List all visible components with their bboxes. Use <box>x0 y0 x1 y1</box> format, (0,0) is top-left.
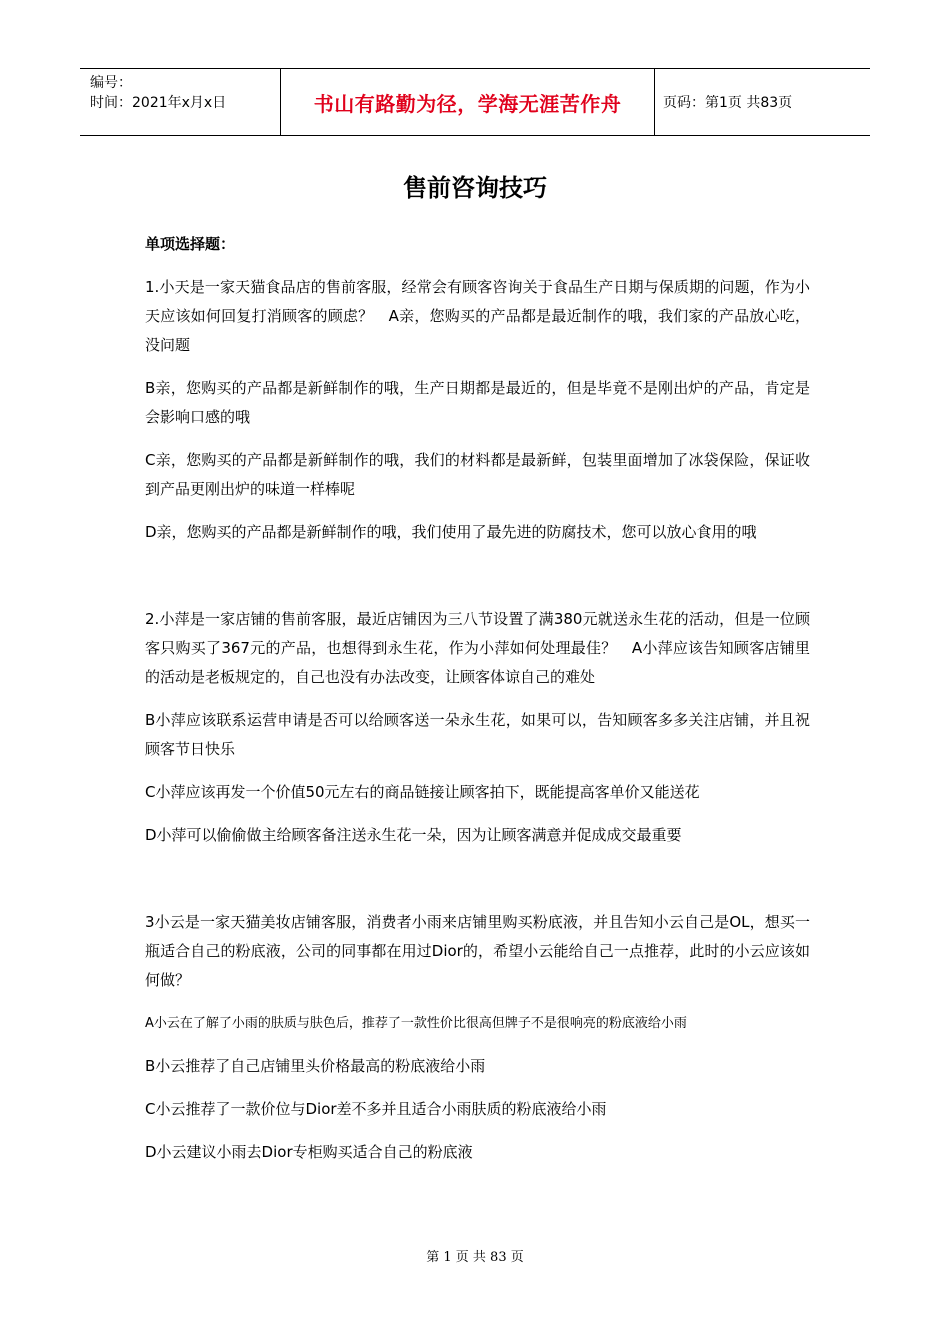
option-d: D亲，您购买的产品都是新鲜制作的哦，我们使用了最先进的防腐技术，您可以放心食用的哦 <box>145 523 757 541</box>
document-body <box>145 230 810 1181</box>
date-label: 时间：2021年x月x日 <box>90 95 227 111</box>
spacer <box>145 864 810 908</box>
option-d: D小云建议小雨去Dior专柜购买适合自己的粉底液 <box>145 1143 473 1161</box>
option-c: C小云推荐了一款价位与Dior差不多并且适合小雨肤质的粉底液给小雨 <box>145 1100 607 1118</box>
number-label: 编号： <box>90 75 132 91</box>
header-table <box>80 68 870 136</box>
document-title: 售前咨询技巧 <box>403 173 547 202</box>
option-b: B小云推荐了自己店铺里头价格最高的粉底液给小雨 <box>145 1057 486 1075</box>
section-label: 单项选择题： <box>145 235 236 253</box>
question-text: 2.小萍是一家店铺的售前客服，最近店铺因为三八节设置了满380元就送永生花的活动，但是一位顾客只购买了367元的产品，也想得到永生花，作为小萍如何处理最佳？ A小萍应该告知顾客店铺里的活动是老板规定的，自己也没有办法改变，让顾客体谅自己的难处 <box>145 610 810 686</box>
header-motto: 书山有路勤为径，学海无涯苦作舟 <box>281 69 655 135</box>
question-2 <box>145 605 810 850</box>
option-b: B亲，您购买的产品都是新鲜制作的哦，生产日期都是最近的，但是毕竟不是刚出炉的产品，肯定是会影响口感的哦 <box>145 379 810 426</box>
question-text: 3小云是一家天猫美妆店铺客服，消费者小雨来店铺里购买粉底液，并且告知小云自己是OL，想买一瓶适合自己的粉底液，公司的同事都在用过Dior的，希望小云能给自己一点推荐，此时的小云应该如何做？ <box>145 913 810 989</box>
option-c: C小萍应该再发一个价值50元左右的商品链接让顾客拍下，既能提高客单价又能送花 <box>145 783 700 801</box>
question-text: 1.小天是一家天猫食品店的售前客服，经常会有顾客咨询关于食品生产日期与保质期的问题，作为小天应该如何回复打消顾客的顾虑？ A亲，您购买的产品都是最近制作的哦，我们家的产品放心吃，没问题 <box>145 278 810 354</box>
option-d: D小萍可以偷偷做主给顾客备注送永生花一朵，因为让顾客满意并促成成交最重要 <box>145 826 682 844</box>
option-a: A小云在了解了小雨的肤质与肤色后，推荐了一款性价比很高但牌子不是很响亮的粉底液给小雨 <box>145 1016 687 1031</box>
question-1 <box>145 273 810 547</box>
page-footer: 第 1 页 共 83 页 <box>426 1250 524 1265</box>
header-meta <box>80 69 281 135</box>
header-page-info: 页码：第1页 共83页 <box>663 95 793 111</box>
option-b: B小萍应该联系运营申请是否可以给顾客送一朵永生花，如果可以，告知顾客多多关注店铺，并且祝顾客节日快乐 <box>145 711 810 758</box>
spacer <box>145 561 810 605</box>
question-3 <box>145 908 810 1167</box>
option-c: C亲，您购买的产品都是新鲜制作的哦，我们的材料都是最新鲜，包装里面增加了冰袋保险，保证收到产品更刚出炉的味道一样棒呢 <box>145 451 810 498</box>
